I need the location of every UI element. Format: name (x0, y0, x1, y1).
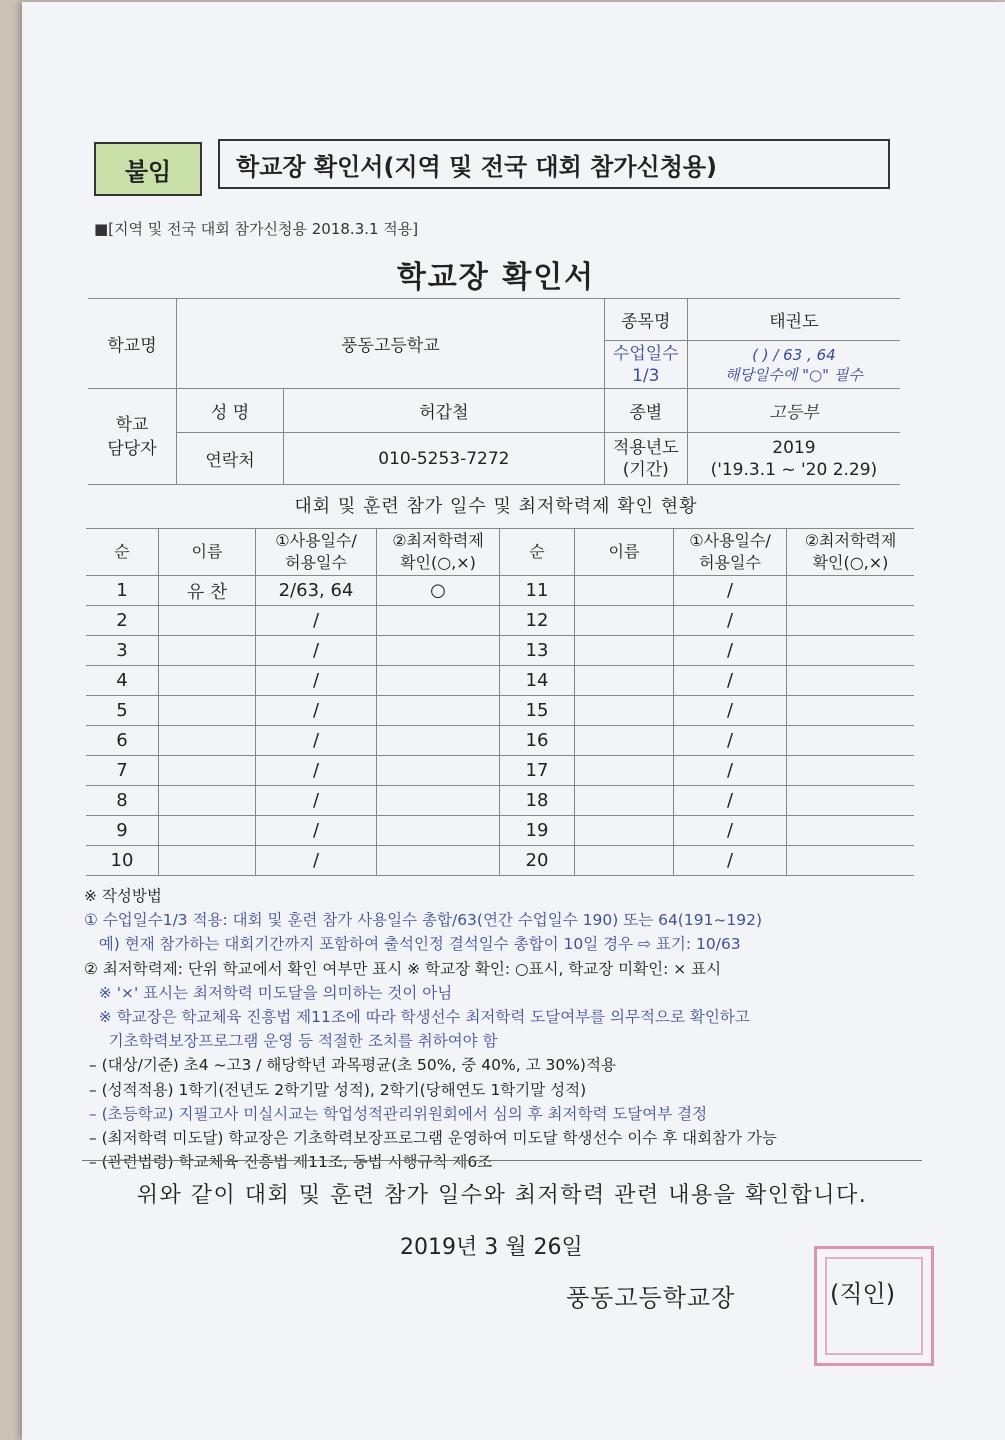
manager-label (88, 389, 177, 485)
cell-no: 1 (86, 576, 159, 606)
table-row (86, 786, 914, 816)
note-line: – (성적적용) 1학기(전년도 2학기말 성적), 2학기(당해연도 1학기말 성적) (84, 1080, 587, 1099)
table-row (86, 846, 914, 876)
year-value (687, 433, 900, 485)
cell-check-2 (787, 696, 915, 726)
cell-no: 5 (86, 696, 159, 726)
days-value-line2: 해당일수에 "○" 필수 (724, 365, 863, 384)
cell-name-2 (575, 756, 674, 786)
header-check-line1: ②최저학력제 (392, 531, 484, 550)
cell-no: 9 (86, 816, 159, 846)
cell-no: 4 (86, 666, 159, 696)
cell-days: / (256, 846, 377, 876)
principal-name: 풍동고등학교장 (566, 1284, 736, 1312)
cell-days: / (256, 756, 377, 786)
cell-days-2: / (674, 666, 787, 696)
year-label-line1: 적용년도 (612, 437, 679, 458)
document-page (22, 2, 1005, 1440)
cell-no-2: 15 (500, 696, 575, 726)
cell-name (159, 696, 256, 726)
cell-days-2: / (674, 726, 787, 756)
cell-no-2: 11 (500, 576, 575, 606)
cell-no-2: 14 (500, 666, 575, 696)
header-name-2: 이름 (575, 529, 674, 576)
year-label-line2: (기간) (622, 459, 669, 480)
cell-no-2: 17 (500, 756, 575, 786)
table-row (86, 666, 914, 696)
cell-check (377, 786, 500, 816)
cell-check: ○ (377, 576, 500, 606)
cell-no-2: 18 (500, 786, 575, 816)
cell-name (159, 606, 256, 636)
year-label (604, 433, 687, 485)
header-days-2-line2: 허용일수 (699, 553, 761, 572)
cell-name: 유 찬 (159, 576, 256, 606)
table-row (86, 816, 914, 846)
table-row (86, 756, 914, 786)
table-row (86, 606, 914, 636)
cell-name-2 (575, 786, 674, 816)
year-value-line2: ('19.3.1 ~ '20 2.29) (710, 459, 878, 480)
name-label: 성 명 (177, 389, 284, 433)
cell-no: 3 (86, 636, 159, 666)
cell-name-2 (575, 696, 674, 726)
cell-check (377, 606, 500, 636)
note-line: ※ '×' 표시는 최저학력 미도달을 의미하는 것이 아님 (84, 983, 453, 1002)
header-days-2-line1: ①사용일수/ (689, 531, 771, 550)
note-line: 기초학력보장프로그램 운영 등 적절한 조치를 취하여야 함 (84, 1032, 498, 1051)
cell-days: / (256, 786, 377, 816)
note-line: – (관련법령) 학교체육 진흥법 제11조, 동법 시행규칙 제6조 (84, 1153, 493, 1172)
cell-name (159, 666, 256, 696)
header-no-2: 순 (500, 529, 575, 576)
manager-label-line1: 학교 (115, 414, 149, 435)
cell-check-2 (787, 666, 915, 696)
cell-name (159, 816, 256, 846)
cell-check (377, 696, 500, 726)
header-check (377, 529, 500, 576)
note-line: – (대상/기준) 초4 ~고3 / 해당학년 과목평균(초 50%, 중 40%, 고 30%)적용 (84, 1056, 616, 1075)
cell-no: 2 (86, 606, 159, 636)
days-label-line1: 수업일수 (612, 343, 679, 364)
divider (82, 1160, 922, 1161)
header-no: 순 (86, 529, 159, 576)
table-row (86, 636, 914, 666)
days-value-line1: ( ) / 63 , 64 (752, 345, 836, 364)
seal-label: (직인) (830, 1280, 896, 1308)
manager-label-line2: 담당자 (107, 438, 157, 459)
cell-days: / (256, 636, 377, 666)
cell-name-2 (575, 846, 674, 876)
cell-no-2: 16 (500, 726, 575, 756)
table-row (86, 726, 914, 756)
cell-check-2 (787, 606, 915, 636)
date-text: 2019년 3 월 26일 (400, 1235, 583, 1260)
info-table (88, 298, 900, 485)
attachment-title: 학교장 확인서(지역 및 전국 대회 참가신청용) (218, 139, 890, 189)
header-days-line1: ①사용일수/ (275, 531, 357, 550)
cell-days: / (256, 816, 377, 846)
cell-name (159, 756, 256, 786)
year-value-line1: 2019 (772, 437, 816, 458)
cell-name-2 (575, 816, 674, 846)
header-check-2-line2: 확인(○,×) (812, 553, 889, 572)
cell-check (377, 636, 500, 666)
note-line: ① 수업일수1/3 적용: 대회 및 훈련 참가 사용일수 총합/63(연간 수업일수 190) 또는 64(191~192) (84, 911, 763, 930)
cell-days-2: / (674, 846, 787, 876)
cell-days-2: / (674, 696, 787, 726)
cell-check-2 (787, 576, 915, 606)
cell-check-2 (787, 846, 915, 876)
division-label: 종별 (604, 389, 687, 433)
cell-name (159, 846, 256, 876)
note-line: 예) 현재 참가하는 대회기간까지 포함하여 출석인정 결석일수 총합이 10일 경우 ⇨ 표기: 10/63 (84, 935, 741, 954)
header-check-2 (787, 529, 915, 576)
cell-no: 7 (86, 756, 159, 786)
days-label-line2: 1/3 (632, 365, 660, 386)
cell-days-2: / (674, 606, 787, 636)
participation-table (86, 528, 914, 876)
cell-days: 2/63, 64 (256, 576, 377, 606)
attachment-label: 붙임 (94, 142, 202, 196)
division-value: 고등부 (687, 389, 900, 433)
cell-no-2: 20 (500, 846, 575, 876)
table-row (86, 696, 914, 726)
cell-days-2: / (674, 636, 787, 666)
school-value: 풍동고등학교 (177, 299, 605, 389)
name-value: 허갑철 (284, 389, 605, 433)
cell-check (377, 756, 500, 786)
cell-name (159, 636, 256, 666)
cell-no-2: 19 (500, 816, 575, 846)
cell-days-2: / (674, 816, 787, 846)
contact-label: 연락처 (177, 433, 284, 485)
cell-check-2 (787, 786, 915, 816)
cell-days-2: / (674, 786, 787, 816)
cell-check-2 (787, 756, 915, 786)
event-label: 종목명 (604, 299, 687, 341)
cell-check-2 (787, 636, 915, 666)
header-check-2-line1: ②최저학력제 (804, 531, 897, 550)
header-days-line2: 허용일수 (285, 553, 347, 572)
event-value: 태권도 (687, 299, 900, 341)
cell-name-2 (575, 576, 674, 606)
days-label (604, 341, 687, 389)
cell-no: 10 (86, 846, 159, 876)
cell-days: / (256, 666, 377, 696)
cell-no-2: 13 (500, 636, 575, 666)
cell-check-2 (787, 816, 915, 846)
note-line: – (초등학교) 지필고사 미실시교는 학업성적관리위원회에서 심의 후 최저학력 도달여부 결정 (84, 1104, 708, 1123)
cell-name-2 (575, 636, 674, 666)
cell-days-2: / (674, 756, 787, 786)
cell-no: 8 (86, 786, 159, 816)
cell-check (377, 726, 500, 756)
cell-no-2: 12 (500, 606, 575, 636)
cell-days: / (256, 606, 377, 636)
cell-days: / (256, 726, 377, 756)
cell-check (377, 666, 500, 696)
form-note: ■[지역 및 전국 대회 참가신청용 2018.3.1 적용] (94, 220, 419, 238)
cell-no: 6 (86, 726, 159, 756)
cell-name-2 (575, 726, 674, 756)
note-line: ② 최저학력제: 단위 학교에서 확인 여부만 표시 ※ 학교장 확인: ○표시, 학교장 미확인: × 표시 (84, 959, 722, 978)
notes-block (84, 884, 944, 1174)
note-line: – (최저학력 미도달) 학교장은 기초학력보장프로그램 운영하여 미도달 학생선수 이수 후 대회참가 가능 (84, 1129, 777, 1148)
cell-check-2 (787, 726, 915, 756)
days-value (687, 341, 900, 389)
header-name: 이름 (159, 529, 256, 576)
header-days (256, 529, 377, 576)
note-line: ※ 작성방법 (84, 887, 162, 905)
confirm-text: 위와 같이 대회 및 훈련 참가 일수와 최저학력 관련 내용을 확인합니다. (136, 1183, 868, 1208)
cell-name-2 (575, 606, 674, 636)
header-days-2 (674, 529, 787, 576)
contact-value: 010-5253-7272 (284, 433, 605, 485)
note-line: ※ 학교장은 학교체육 진흥법 제11조에 따라 학생선수 최저학력 도달여부를 의무적으로 확인하고 (84, 1008, 750, 1027)
school-label: 학교명 (88, 299, 177, 389)
doc-title: 학교장 확인서 (396, 260, 596, 295)
table-row (86, 576, 914, 606)
cell-name (159, 786, 256, 816)
cell-name-2 (575, 666, 674, 696)
header-check-line2: 확인(○,×) (400, 553, 476, 572)
cell-check (377, 846, 500, 876)
section-title: 대회 및 훈련 참가 일수 및 최저학력제 확인 현황 (294, 496, 698, 517)
cell-days: / (256, 696, 377, 726)
cell-name (159, 726, 256, 756)
cell-days-2: / (674, 576, 787, 606)
cell-check (377, 816, 500, 846)
